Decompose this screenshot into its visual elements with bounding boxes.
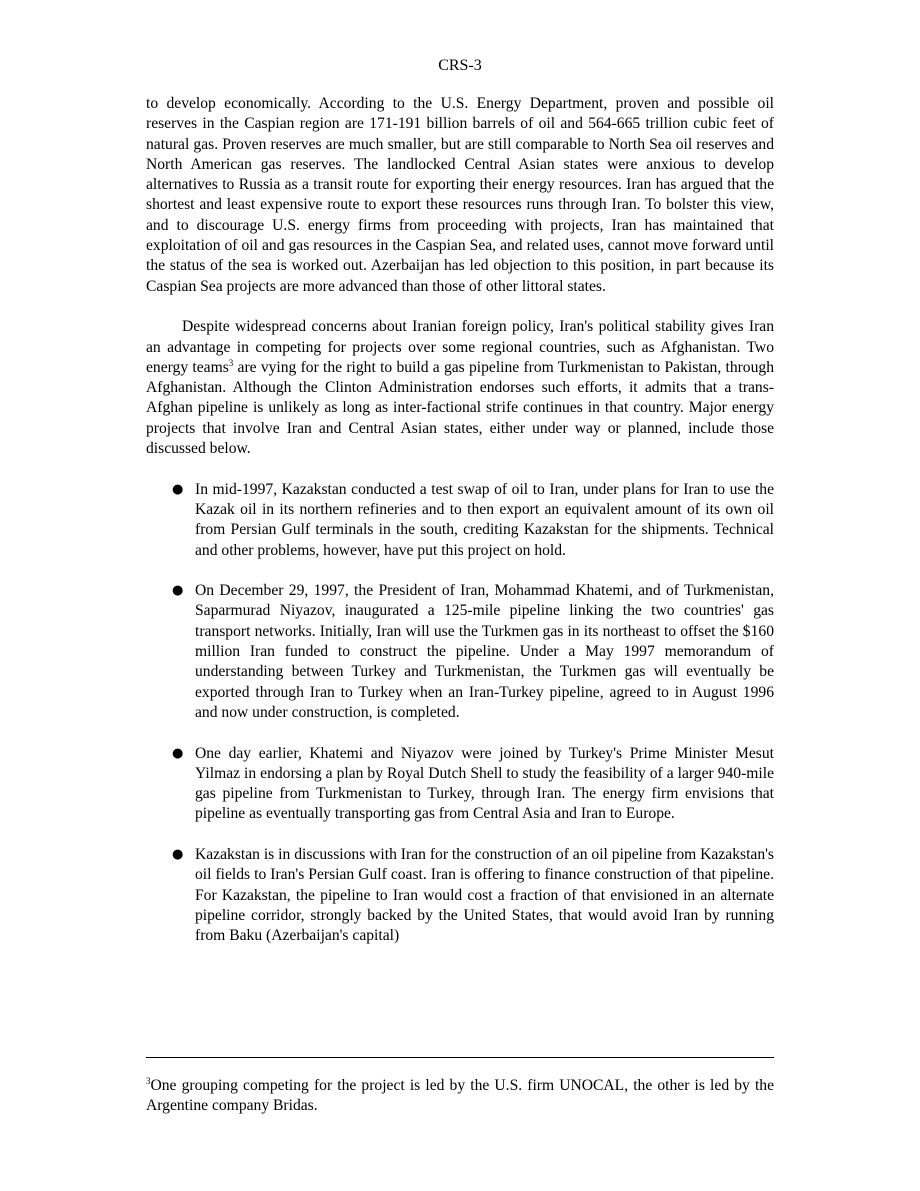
- list-item: [146, 581, 774, 723]
- paragraph-text-after-ref: are vying for the right to build a gas pipeline from Turkmenistan to Pakistan, through Afghanistan. Although the Clinton Administration endorses such efforts, it admits that a trans-Afghan pipeline is unlikely as long as inter-factional strife continues in that country. Major energy projects that involve Iran and Central Asian states, either under way or planned, include those discussed below.: [146, 358, 774, 458]
- energy-projects-list: [146, 480, 774, 947]
- document-body: [146, 94, 774, 967]
- paragraph-political-stability: [146, 317, 774, 459]
- footnote-marker: 3: [146, 1075, 151, 1086]
- bullet-icon: ●: [172, 481, 184, 497]
- page-header: [0, 56, 920, 76]
- footnote-reference[interactable]: 3: [228, 357, 234, 368]
- list-item: [146, 480, 774, 561]
- bullet-icon: ●: [172, 745, 184, 761]
- list-item: [146, 744, 774, 825]
- bullet-icon: ●: [172, 583, 184, 599]
- bullet-icon: ●: [172, 846, 184, 862]
- list-item-text: In mid-1997, Kazakstan conducted a test swap of oil to Iran, under plans for Iran to use the Kazak oil in its northern refineries and to then export an equivalent amount of its own oil from Persian Gulf terminals in the south, crediting Kazakstan for the shipments. Technical and other problems, however, have put this project on hold.: [195, 480, 774, 559]
- page-label: CRS-3: [438, 57, 482, 74]
- list-item-text: On December 29, 1997, the President of Iran, Mohammad Khatemi, and of Turkmenistan, Saparmurad Niyazov, inaugurated a 125-mile pipeline linking the two countries' gas transport networks. Initially, Iran will use the Turkmen gas in its northeast to offset the $160 million Iran funded to construct the pipeline. Under a May 1997 memorandum of understanding between Turkey and Turkmenistan, the Turkmen gas will eventually be exported through Iran to Turkey when an Iran-Turkey pipeline, agreed to in August 1996 and now under construction, is completed.: [195, 582, 774, 721]
- footnote: [146, 1076, 774, 1116]
- footnote-divider: [146, 1057, 774, 1058]
- list-item-text: Kazakstan is in discussions with Iran for the construction of an oil pipeline from Kazakstan's oil fields to Iran's Persian Gulf coast. Iran is offering to finance construction of that pipeline. For Kazakstan, the pipeline to Iran would cost a fraction of that envisioned in an alternate pipeline corridor, strongly backed by the United States, that would avoid Iran by running from Baku (Azerbaijan's capital): [195, 845, 774, 945]
- paragraph-continued: to develop economically. According to the U.S. Energy Department, proven and possible oil reserves in the Caspian region are 171-191 billion barrels of oil and 564-665 trillion cubic feet of natural gas. Proven reserves are much smaller, but are still comparable to North Sea oil reserves and North American gas reserves. The landlocked Central Asian states were anxious to develop alternatives to Russia as a transit route for exporting their energy resources. Iran has argued that the shortest and least expensive route to export these resources runs through Iran. To bolster this view, and to discourage U.S. energy firms from proceeding with projects, Iran has maintained that exploitation of oil and gas resources in the Caspian Sea, and related uses, cannot move forward until the status of the sea is worked out. Azerbaijan has led objection to this position, in part because its Caspian Sea projects are more advanced than those of other littoral states.: [146, 95, 774, 295]
- list-item: [146, 845, 774, 946]
- list-item-text: One day earlier, Khatemi and Niyazov were joined by Turkey's Prime Minister Mesut Yilmaz in endorsing a plan by Royal Dutch Shell to study the feasibility of a larger 940-mile gas pipeline from Turkmenistan to Turkey, through Iran. The energy firm envisions that pipeline as eventually transporting gas from Central Asia and Iran to Europe.: [195, 744, 774, 823]
- paragraph-text-before-ref: Despite widespread concerns about Iranian foreign policy, Iran's political stability gives Iran an advantage in competing for projects over some regional countries, such as Afghanistan. Two energy teams: [146, 318, 774, 376]
- footnote-text: One grouping competing for the project is led by the U.S. firm UNOCAL, the other is led by the Argentine company Bridas.: [146, 1077, 774, 1114]
